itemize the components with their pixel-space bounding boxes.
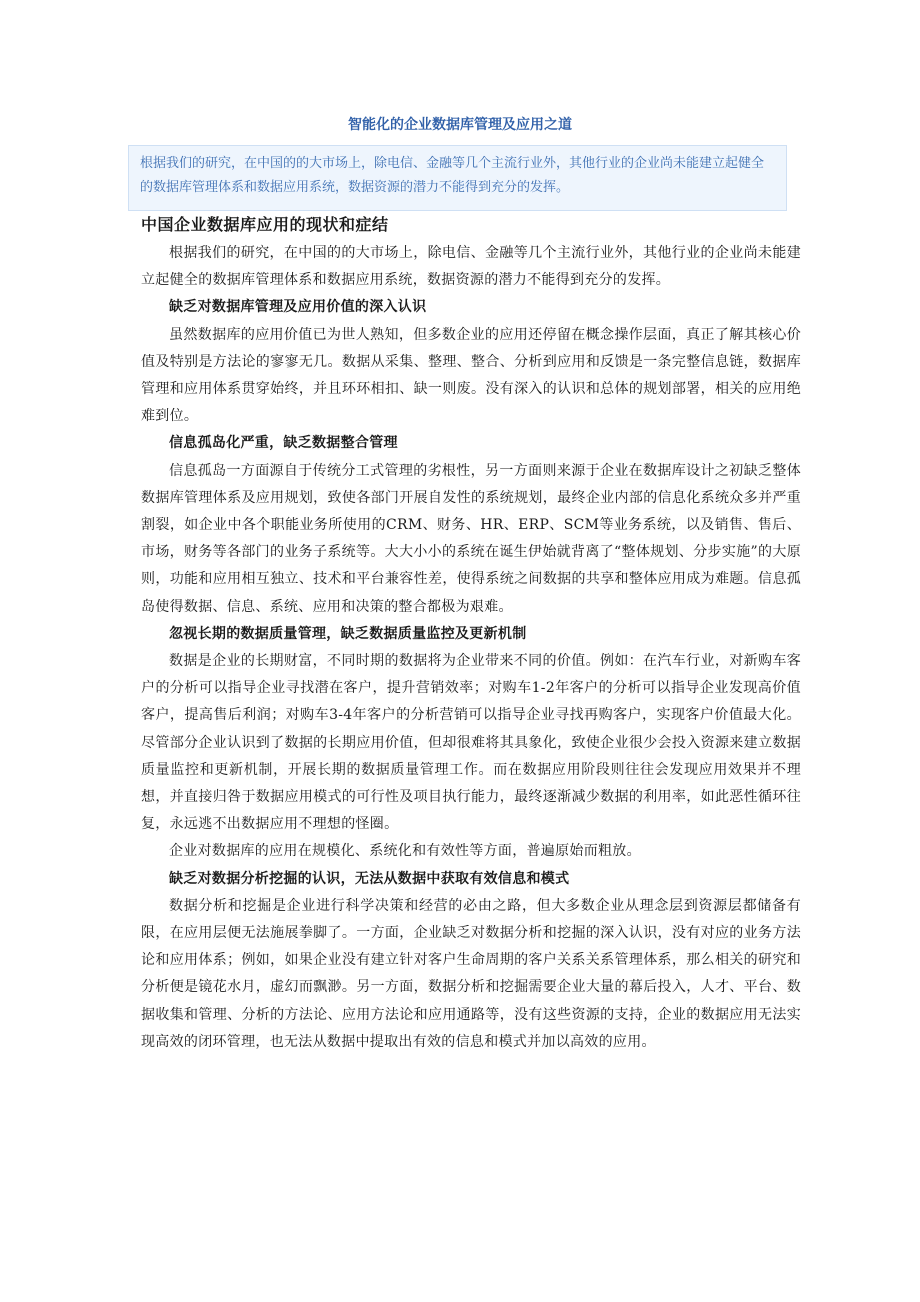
subsection-3-paragraph-2: 企业对数据库的应用在规模化、系统化和有效性等方面，普遍原始而粗放。: [169, 843, 641, 860]
subsection-4-paragraph: 数据分析和挖掘是企业进行科学决策和经营的必由之路，但大多数企业从理念层到资源层都储备有限，在应用层便无法施展拳脚了。一方面，企业缺乏对数据分析和挖掘的深入认识，没有对应的业务方法论和应用体系；例如，如果企业没有建立针对客户生命周期的客户关系关系管理体系，那么相关的研究和分析便是镜花水月，虚幻而飘渺。另一方面，数据分析和挖掘需要企业大量的幕后投入，人才、平台、数据收集和管理、分析的方法论、应用方法论和应用通路等，没有这些资源的支持，企业的数据应用无法实现高效的闭环管理，也无法从数据中提取出有效的信息和模式并加以高效的应用。: [141, 897, 801, 1050]
document-title: 智能化的企业数据库管理及应用之道: [348, 117, 572, 133]
subsection-heading-1: 缺乏对数据库管理及应用价值的深入认识: [169, 299, 427, 316]
subsection-3-paragraph-1: 数据是企业的长期财富，不同时期的数据将为企业带来不同的价值。例如：在汽车行业，对新购车客户的分析可以指导企业寻找潜在客户，提升营销效率；对购车1-2年客户的分析可以指导企业发现高价值客户，提高售后利润；对购车3-4年客户的分析营销可以指导企业寻找再购客户，实现客户价值最大化。尽管部分企业认识到了数据的长期应用价值，但却很难将其具象化，致使企业很少会投入资源来建立数据质量监控和更新机制，开展长期的数据质量管理工作。而在数据应用阶段则往往会发现应用效果并不理想，并直接归咎于数据应用模式的可行性及项目执行能力，最终逐渐减少数据的利用率，如此恶性循环往复，永远逃不出数据应用不理想的怪圈。: [141, 653, 801, 833]
subsection-2-paragraph: 信息孤岛一方面源自于传统分工式管理的劣根性，另一方面则来源于企业在数据库设计之初缺乏整体数据库管理体系及应用规划，致使各部门开展自发性的系统规划，最终企业内部的信息化系统众多并严重割裂，如企业中各个职能业务所使用的CRM、财务、HR、ERP、SCM等业务系统，以及销售、售后、市场，财务等各部门的业务子系统等。大大小小的系统在诞生伊始就背离了“整体规划、分步实施”的大原则，功能和应用相互独立、技术和平台兼容性差，使得系统之间数据的共享和整体应用成为难题。信息孤岛使得数据、信息、系统、应用和决策的整合都极为艰难。: [141, 462, 801, 615]
article-body: [141, 212, 801, 1056]
subsection-heading-4: 缺乏对数据分析挖掘的认识，无法从数据中获取有效信息和模式: [169, 870, 570, 887]
subsection-heading-3: 忽视长期的数据质量管理，缺乏数据质量监控及更新机制: [169, 625, 527, 642]
section-heading: 中国企业数据库应用的现状和症结: [141, 215, 389, 234]
summary-box: 根据我们的研究，在中国的的大市场上，除电信、金融等几个主流行业外，其他行业的企业尚未能建立起健全的数据库管理体系和数据应用系统，数据资源的潜力不能得到充分的发挥。: [128, 145, 787, 211]
subsection-heading-2: 信息孤岛化严重，缺乏数据整合管理: [169, 435, 398, 452]
intro-paragraph: 根据我们的研究，在中国的的大市场上，除电信、金融等几个主流行业外，其他行业的企业尚未能建立起健全的数据库管理体系和数据应用系统，数据资源的潜力不能得到充分的发挥。: [141, 245, 801, 289]
subsection-1-paragraph: 虽然数据库的应用价值已为世人熟知，但多数企业的应用还停留在概念操作层面，真正了解其核心价值及特别是方法论的寥寥无几。数据从采集、整理、整合、分析到应用和反馈是一条完整信息链，数据库管理和应用体系贯穿始终，并且环环相扣、缺一则废。没有深入的认识和总体的规划部署，相关的应用绝难到位。: [141, 326, 801, 425]
